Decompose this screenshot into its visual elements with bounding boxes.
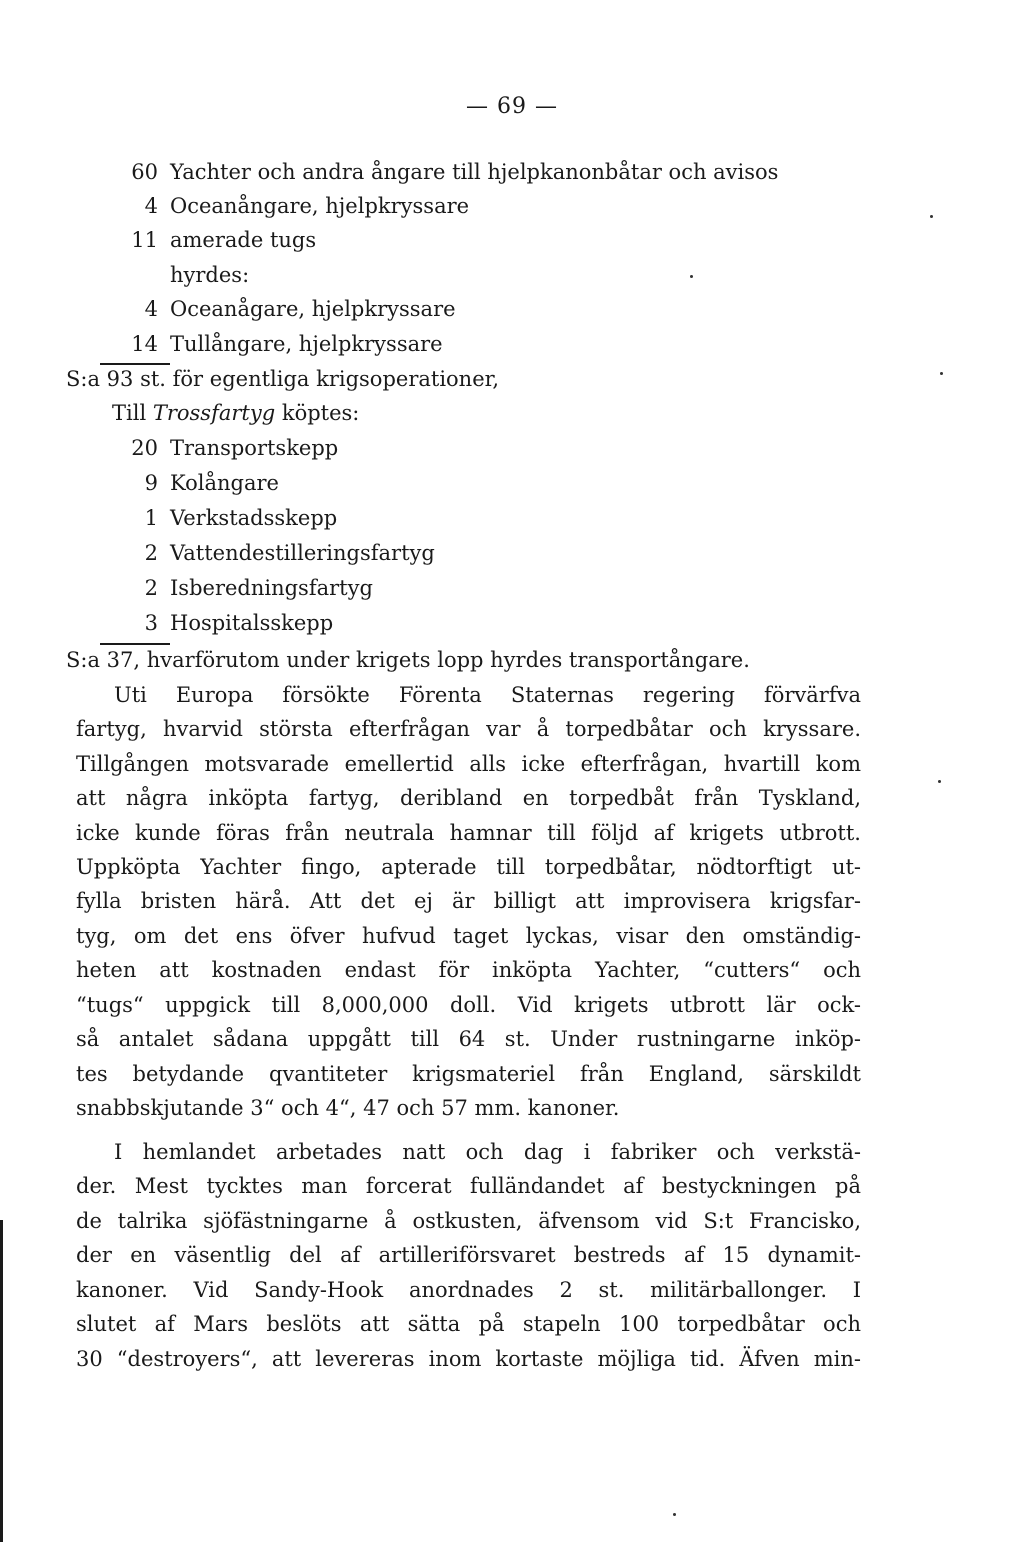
- list-item: [100, 573, 373, 603]
- item-count: 11: [131, 228, 158, 252]
- item-text: hyrdes:: [170, 263, 250, 287]
- text-line: Tillgången motsvarade emellertid alls icke efterfrågan, hvartill kom: [76, 752, 861, 776]
- text-line: Uppköpta Yachter fingo, apterade till torpedbåtar, nödtorftigt ut-: [76, 855, 861, 879]
- scan-speck: [673, 1513, 676, 1516]
- item-count: 14: [131, 332, 158, 356]
- list-item: [100, 608, 333, 638]
- text-line: snabbskjutande 3“ och 4“, 47 och 57 mm. kanoner.: [76, 1096, 620, 1120]
- text-line: 30 “destroyers“, att levereras inom kortaste möjliga tid. Äfven min-: [76, 1347, 861, 1371]
- list-item: [100, 157, 778, 187]
- item-count: 2: [144, 541, 158, 565]
- list-item: [100, 260, 249, 290]
- item-text: Kolångare: [170, 471, 279, 495]
- list-item: [100, 191, 469, 221]
- text-line: tyg, om det ens öfver hufvud taget lyckas, visar den omständig-: [76, 924, 861, 948]
- item-text: Oceanångare, hjelpkryssare: [170, 194, 470, 218]
- text-line: att några inköpta fartyg, deribland en torpedbåt från Tyskland,: [76, 786, 861, 810]
- text-line: slutet af Mars beslöts att sätta på stapeln 100 torpedbåtar och: [76, 1312, 861, 1336]
- item-text: amerade tugs: [170, 228, 317, 252]
- sum-line: [66, 364, 499, 394]
- item-count: 9: [144, 471, 158, 495]
- scan-speck: [690, 275, 693, 278]
- list-item: [100, 433, 338, 463]
- item-count: 2: [144, 576, 158, 600]
- scan-edge: [0, 1220, 3, 1542]
- list-item: [100, 468, 279, 498]
- list-item: [100, 329, 443, 359]
- page-number: — 69 —: [466, 94, 558, 119]
- text-line: kanoner. Vid Sandy-Hook anordnades 2 st. militärballonger. I: [76, 1278, 861, 1302]
- list-item: [100, 294, 456, 324]
- text-line: der. Mest tycktes man forcerat fulländandet af bestyckningen på: [76, 1174, 861, 1198]
- item-text: Tullångare, hjelpkryssare: [170, 332, 443, 356]
- item-text: Isberedningsfartyg: [170, 576, 373, 600]
- text-line: icke kunde föras från neutrala hamnar till följd af krigets utbrott.: [76, 821, 861, 845]
- scan-speck: [938, 780, 941, 783]
- list-item: [100, 225, 316, 255]
- text-line: Uti Europa försökte Förenta Staternas regering förvärfva: [114, 683, 861, 707]
- item-text: Vattendestilleringsfartyg: [170, 541, 435, 565]
- scan-speck: [940, 372, 943, 375]
- heading-prefix: Till: [112, 401, 153, 425]
- item-text: Transportskepp: [170, 436, 339, 460]
- purchase-heading: [112, 398, 359, 428]
- sum-text: hvarförutom under krigets lopp hyrdes transportångare.: [146, 648, 750, 672]
- sum-line: [66, 645, 750, 675]
- item-text: Oceanågare, hjelpkryssare: [170, 297, 456, 321]
- item-count: 3: [144, 611, 158, 635]
- text-line: de talrika sjöfästningarne å ostkusten, äfvensom vid S:t Francisko,: [76, 1209, 861, 1233]
- sum-label: S:a 37,: [66, 648, 141, 672]
- text-line: så antalet sådana uppgått till 64 st. Under rustningarne inköp-: [76, 1027, 861, 1051]
- text-line: fylla bristen härå. Att det ej är billigt att improvisera krigsfar-: [76, 889, 861, 913]
- scan-speck: [930, 215, 933, 218]
- text-line: I hemlandet arbetades natt och dag i fabriker och verkstä-: [114, 1140, 861, 1164]
- item-text: Hospitalsskepp: [170, 611, 334, 635]
- list-item: [100, 503, 337, 533]
- list-item: [100, 538, 435, 568]
- sum-text: st. för egentliga krigsoperationer,: [140, 367, 500, 391]
- item-count: 4: [144, 297, 158, 321]
- text-line: der en väsentlig del af artilleriförsvaret bestreds af 15 dynamit-: [76, 1243, 861, 1267]
- item-text: Yachter och andra ångare till hjelpkanonbåtar och avisos: [170, 160, 779, 184]
- text-line: tes betydande qvantiteter krigsmateriel från England, särskildt: [76, 1062, 861, 1086]
- item-count: 60: [131, 160, 158, 184]
- item-count: 1: [144, 506, 158, 530]
- item-text: Verkstadsskepp: [170, 506, 338, 530]
- heading-italic: Trossfartyg: [152, 401, 276, 425]
- text-line: fartyg, hvarvid största efterfrågan var å torpedbåtar och kryssare.: [76, 717, 861, 741]
- item-count: 4: [144, 194, 158, 218]
- sum-label: S:a 93: [66, 367, 134, 391]
- text-line: “tugs“ uppgick till 8,000,000 doll. Vid krigets utbrott lär ock-: [76, 993, 861, 1017]
- item-count: 20: [131, 436, 158, 460]
- text-line: heten att kostnaden endast för inköpta Yachter, “cutters“ och: [76, 958, 861, 982]
- heading-suffix: köptes:: [275, 401, 360, 425]
